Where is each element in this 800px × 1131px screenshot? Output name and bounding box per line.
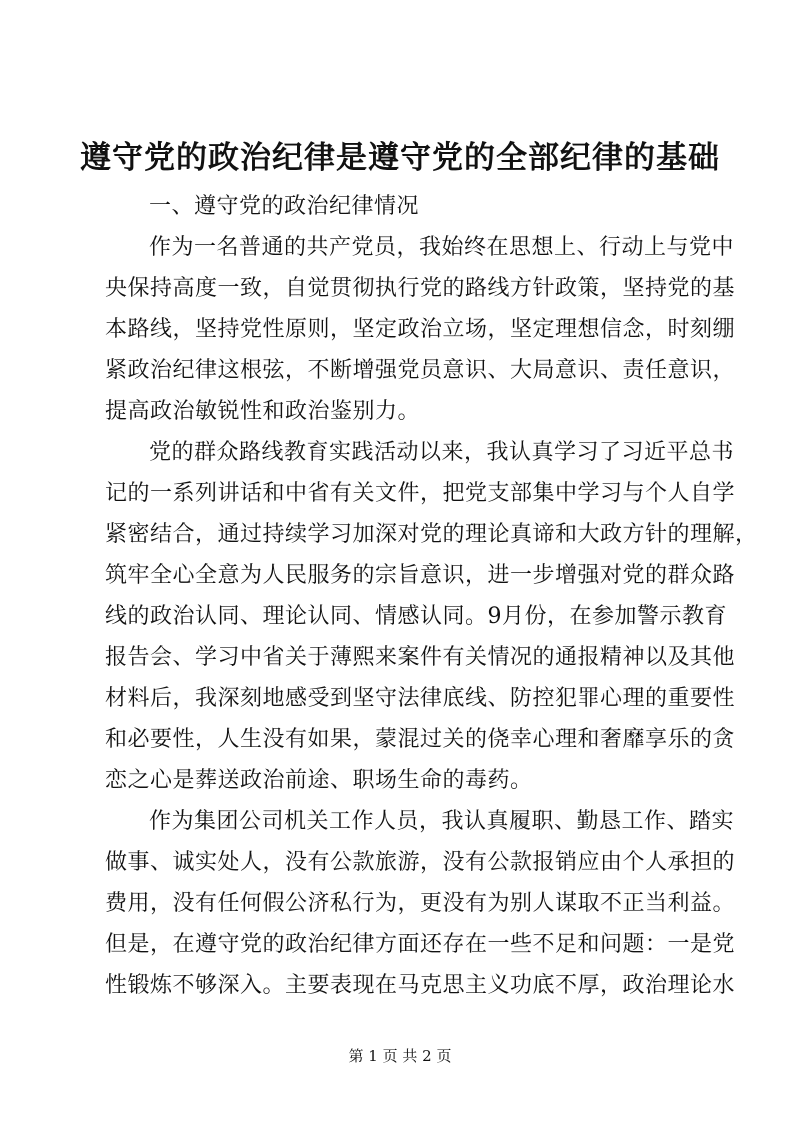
body-line: 紧密结合，通过持续学习加深对党的理论真谛和大政方针的理解， (105, 522, 758, 547)
body-line: 和必要性，人生没有如果，蒙混过关的侥幸心理和奢靡享乐的贪 (105, 727, 736, 752)
body-line: 作为一名普通的共产党员，我始终在思想上、行动上与党中 (149, 235, 735, 260)
body-line: 性锻炼不够深入。主要表现在马克思主义功底不厚，政治理论水 (105, 973, 736, 998)
body-line: 恋之心是葬送政治前途、职场生命的毒药。 (105, 768, 533, 793)
body-line: 筑牢全心全意为人民服务的宗旨意识，进一步增强对党的群众路 (105, 563, 736, 588)
body-line: 但是，在遵守党的政治纪律方面还存在一些不足和问题：一是党 (105, 932, 736, 957)
body-line: 费用，没有任何假公济私行为，更没有为别人谋取不正当利益。 (105, 891, 736, 916)
body-line: 做事、诚实处人，没有公款旅游，没有公款报销应由个人承担的 (105, 850, 736, 875)
document-title: 遵守党的政治纪律是遵守党的全部纪律的基础 (80, 140, 720, 176)
body-line: 材料后，我深刻地感受到坚守法律底线、防控犯罪心理的重要性 (105, 686, 736, 711)
body-line: 线的政治认同、理论认同、情感认同。9月份，在参加警示教育 (105, 604, 727, 629)
body-line: 央保持高度一致，自觉贯彻执行党的路线方针政策，坚持党的基 (105, 276, 736, 301)
document-body (105, 186, 758, 1006)
body-line: 紧政治纪律这根弦，不断增强党员意识、大局意识、责任意识， (105, 358, 736, 383)
page-footer: 第 1 页 共 2 页 (348, 1047, 452, 1065)
body-line: 报告会、学习中省关于薄熙来案件有关情况的通报精神以及其他 (105, 645, 736, 670)
body-line: 一、遵守党的政治纪律情况 (149, 194, 420, 219)
body-line: 作为集团公司机关工作人员，我认真履职、勤恳工作、踏实 (149, 809, 735, 834)
body-line: 提高政治敏锐性和政治鉴别力。 (105, 399, 421, 424)
body-line: 记的一系列讲话和中省有关文件，把党支部集中学习与个人自学 (105, 481, 736, 506)
body-line: 本路线，坚持党性原则，坚定政治立场，坚定理想信念，时刻绷 (105, 317, 736, 342)
body-line: 党的群众路线教育实践活动以来，我认真学习了习近平总书 (149, 440, 735, 465)
